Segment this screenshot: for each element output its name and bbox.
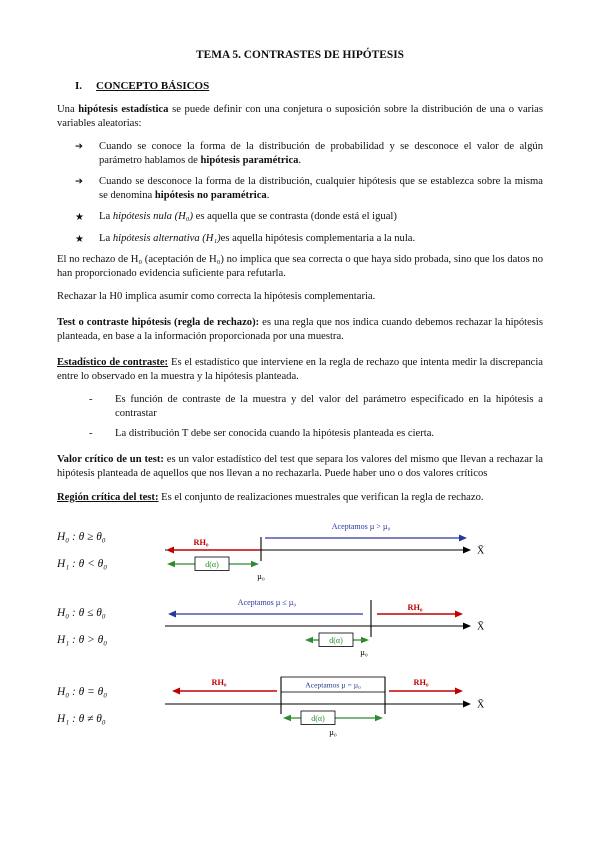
- acceptance-label: Aceptamos µ > µ₀: [331, 521, 391, 531]
- distance-label: d(α): [329, 635, 343, 645]
- distance-arrowhead-right: [361, 637, 369, 643]
- axis-arrowhead: [463, 700, 471, 707]
- bullet-text: [99, 232, 543, 246]
- underlined-bold-term: Región crítica del test:: [57, 491, 159, 503]
- distance-arrowhead-left: [305, 637, 313, 643]
- text-segment: Es el estadístico que interviene en la regla de rechazo que intenta medir la discrepancia entre lo observado en la muestra y la hipótesis planteada.: [57, 357, 543, 383]
- axis-arrowhead: [463, 622, 471, 629]
- text-segment: Una: [57, 103, 79, 115]
- h0-formula: H₀ : θ = θ₀: [57, 685, 108, 698]
- hypothesis-formulas: [57, 600, 153, 654]
- distance-arrowhead-right: [251, 561, 259, 567]
- bullet-text: Es función de contraste de la muestra y del valor del parámetro especificado en la hipótesis a contrastar: [115, 394, 543, 420]
- arrow-bullet-2: [75, 175, 543, 203]
- text-segment: .: [298, 155, 302, 167]
- rejection-region-label: RH₀: [193, 537, 209, 547]
- dash-bullet-2: [89, 427, 543, 441]
- critical-value-paragraph: [57, 453, 543, 481]
- text-segment: es un valor estadístico del test que separa los valores del mismo que llevan a rechazar la hipótesis planteada de aquellos que nos llevan a no rechazarla. Puede haber uno o dos valores críticos: [57, 453, 544, 479]
- dash-bullet-icon: -: [89, 394, 93, 406]
- arrow-bullet-1: [75, 140, 543, 168]
- xbar-label: X̄: [477, 621, 485, 633]
- bullet-text: [99, 140, 543, 168]
- bold-term: Valor crítico de un test:: [57, 453, 164, 465]
- star-bullet-1: [75, 210, 543, 224]
- distance-arrowhead-left: [167, 561, 175, 567]
- text-segment: .: [266, 190, 270, 202]
- h1-formula: H₁ : θ > θ₀: [57, 633, 108, 646]
- bold-term: hipótesis no paramétrica: [154, 190, 267, 202]
- underlined-bold-term: Estadístico de contraste:: [57, 357, 169, 369]
- star-bullet-2: [75, 232, 543, 246]
- text-segment: La: [99, 211, 113, 223]
- text-segment: es una regla que nos indica cuando debemos rechazar la hipótesis planteada, en base a la información proporcionada por una muestra.: [57, 317, 543, 343]
- italic-term: hipótesis nula (H₀): [112, 211, 194, 223]
- right-tail-rejection-diagram: [153, 595, 493, 659]
- acceptance-label: Aceptamos µ = µ₀: [305, 680, 361, 690]
- distance-arrowhead-left: [283, 715, 291, 721]
- left-tail-rejection-diagram: [153, 519, 493, 583]
- text-segment: Es el conjunto de realizaciones muestrales que verifican la regla de rechazo.: [158, 491, 484, 503]
- arrow-bullet-icon: ➔: [75, 176, 83, 188]
- rejection-arrowhead: [455, 610, 463, 617]
- distance-label: d(α): [311, 713, 325, 723]
- bold-term: hipótesis estadística: [78, 103, 169, 115]
- xbar-label: X̄: [477, 699, 485, 711]
- star-bullet-icon: ★: [75, 212, 84, 224]
- arrow-bullet-icon: ➔: [75, 140, 83, 152]
- bold-term: Test o contraste hipótesis (regla de rechazo):: [57, 317, 260, 329]
- section-title: CONCEPTO BÁSICOS: [96, 80, 210, 93]
- section-heading: [75, 79, 543, 94]
- text-segment: La: [99, 232, 113, 244]
- distance-arrowhead-right: [375, 715, 383, 721]
- test-definition-paragraph: [57, 316, 543, 344]
- acceptance-arrowhead: [168, 610, 176, 617]
- statistic-definition-paragraph: [57, 356, 543, 384]
- h1-formula: H₁ : θ ≠ θ₀: [57, 712, 106, 725]
- h0-formula: H₀ : θ ≥ θ₀: [57, 530, 106, 543]
- star-bullet-icon: ★: [75, 233, 84, 245]
- hypothesis-block-left-tail: [57, 519, 543, 583]
- mu0-label: µ₀: [329, 727, 337, 737]
- hypothesis-diagrams: [57, 519, 543, 741]
- intro-paragraph: [57, 103, 543, 131]
- rejection-region-label: RH₀: [407, 602, 423, 612]
- no-rejection-paragraph: El no rechazo de H₀ (aceptación de H₀) no implica que sea correcta o que haya sido probada, sino que los datos no han proporcionado evidencia suficiente para refutarla.: [57, 253, 543, 279]
- section-number: I.: [75, 80, 83, 93]
- h0-formula: H₀ : θ ≤ θ₀: [57, 606, 106, 619]
- hypothesis-block-right-tail: [57, 595, 543, 659]
- mu0-label: µ₀: [257, 571, 265, 581]
- text-segment: es aquella que se contrasta (donde está el igual): [193, 211, 397, 223]
- italic-term: hipótesis alternativa (H₁): [112, 232, 221, 244]
- axis-arrowhead: [463, 546, 471, 553]
- acceptance-arrowhead: [459, 534, 467, 541]
- h1-formula: H₁ : θ < θ₀: [57, 557, 108, 570]
- rejection-region-label-right: RH₀: [413, 677, 429, 687]
- bold-term: hipótesis paramétrica: [200, 155, 299, 167]
- text-segment: es aquella hipótesis complementaria a la nula.: [220, 232, 416, 244]
- rejection-arrowhead-right: [455, 687, 463, 694]
- page-title: TEMA 5. CONTRASTES DE HIPÓTESIS: [196, 49, 404, 61]
- two-tail-rejection-diagram: [153, 671, 493, 741]
- mu0-label: µ₀: [360, 647, 368, 657]
- rejection-paragraph: Rechazar la H0 implica asumir como correcta la hipótesis complementaria.: [57, 291, 376, 302]
- rejection-region-label-left: RH₀: [211, 677, 227, 687]
- bullet-text: [99, 210, 543, 224]
- critical-region-paragraph: [57, 491, 543, 505]
- hypothesis-formulas: [57, 679, 153, 733]
- text-segment: se puede definir con una conjetura o suposición sobre la distribución de una o varias variables aleatorias:: [57, 103, 543, 129]
- rejection-arrowhead-left: [172, 687, 180, 694]
- bullet-text: La distribución T debe ser conocida cuando la hipótesis planteada es cierta.: [115, 427, 435, 439]
- text-segment: Cuando se desconoce la forma de la distribución, cualquier hipótesis que se establezca sobre la misma se denomina: [99, 176, 543, 202]
- dash-bullet-1: [89, 393, 543, 421]
- distance-label: d(α): [205, 559, 219, 569]
- hypothesis-formulas: [57, 524, 153, 578]
- rejection-arrowhead: [166, 546, 174, 553]
- text-segment: Cuando se conoce la forma de la distribución de probabilidad y se desconoce el valor de algún parámetro hablamos de: [99, 140, 543, 167]
- xbar-label: X̄: [477, 545, 485, 557]
- dash-bullet-icon: -: [89, 427, 93, 439]
- bullet-text: [99, 175, 543, 203]
- hypothesis-block-two-tail: [57, 671, 543, 741]
- acceptance-label: Aceptamos µ ≤ µ₀: [237, 597, 297, 607]
